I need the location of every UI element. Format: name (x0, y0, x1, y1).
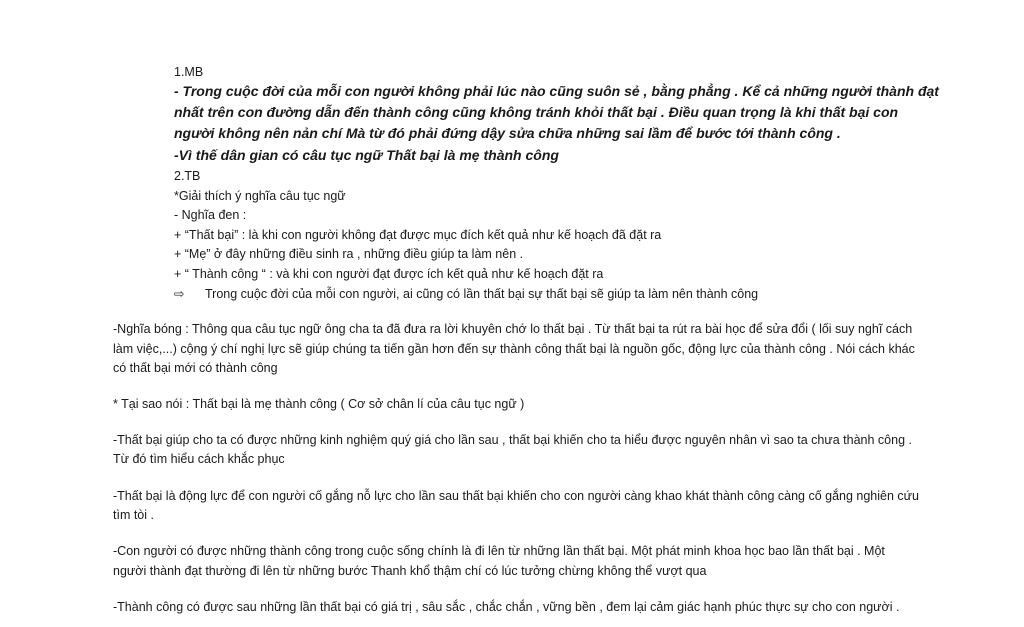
paragraph-line: -Thất bại là động lực để con người cố gắng nỗ lực cho lần sau thất bại khiến cho con người càng khao khát thành công càng cố gắng nghiên cứu (113, 489, 919, 503)
paragraph-line: -Nghĩa bóng : Thông qua câu tục ngữ ông cha ta đã đưa ra lời khuyên chớ lo thất bại . Từ thất bại ta rút ra bài học để sửa đổi ( lối suy nghĩ cách (113, 322, 913, 336)
paragraph-line: -Thất bại giúp cho ta có được những kinh nghiệm quý giá cho lần sau , thất bại khiến cho ta hiểu được nguyên nhân vì sao ta chưa thành công . (113, 433, 912, 447)
paragraph-line: * Tại sao nói : Thất bại là mẹ thành công ( Cơ sở chân lí của câu tục ngữ ) (113, 397, 525, 411)
body-line: - Nghĩa đen : (174, 208, 247, 222)
paragraph-line: Từ đó tìm hiểu cách khắc phục (113, 452, 285, 466)
intro-bold-line: nhất trên con đường dẫn đến thành công cũng không tránh khỏi thất bại . Điều quan trọng là khi thất bại con (174, 104, 899, 120)
body-line: + “ Thành công “ : và khi con người đạt được ích kết quả như kế hoạch đặt ra (174, 267, 604, 281)
intro-bold-line: người không nên nản chí Mà từ đó phải đứng dậy sửa chữa những sai lầm để bước tới thành công . (174, 125, 841, 141)
paragraph-line: người thành đạt thường đi lên từ những bước Thanh khổ thậm chí có lúc tưởng chừng không thể vượt qua (113, 564, 707, 578)
paragraph-line: làm việc,...) cộng ý chí nghị lực sẽ giúp chúng ta tiến gần hơn đến sự thành công thất bại là nguồn gốc, động lực của thành công . Nói cách khác (113, 342, 915, 356)
body-line: *Giải thích ý nghĩa câu tục ngữ (174, 189, 346, 203)
body-line: + “Thất bại” : là khi con người không đạt được mục đích kết quả như kế hoạch đã đặt ra (174, 228, 662, 242)
section-heading-tb: 2.TB (174, 169, 201, 183)
conclusion-text: Trong cuộc đời của mỗi con người, ai cũng có lần thất bại sự thất bại sẽ giúp ta làm nên thành công (205, 287, 759, 301)
paragraph-line: -Thành công có được sau những lần thất bại có giá trị , sâu sắc , chắc chắn , vững bền , đem lại cảm giác hạnh phúc thực sự cho con người . (113, 600, 900, 614)
conclusion-row (174, 284, 758, 304)
body-line: + “Mẹ” ở đây những điều sinh ra , những điều giúp ta làm nên . (174, 247, 524, 261)
paragraph-line: có thất bại mới có thành công (113, 361, 278, 375)
arrow-right-icon: ⇨ (174, 287, 185, 301)
intro-bold-line: - Trong cuộc đời của mỗi con người không phải lúc nào cũng suôn sẻ , bằng phẳng . Kể cả những người thành đạt (174, 83, 939, 99)
paragraph-line: tìm tòi . (113, 508, 154, 522)
section-heading-mb: 1.MB (174, 65, 204, 79)
intro-bold-line: -Vì thế dân gian có câu tục ngữ Thất bại là mẹ thành công (174, 147, 559, 163)
paragraph-line: -Con người có được những thành công trong cuộc sống chính là đi lên từ những lần thất bại. Một phát minh khoa học bao lần thất bại . Một (113, 544, 885, 558)
